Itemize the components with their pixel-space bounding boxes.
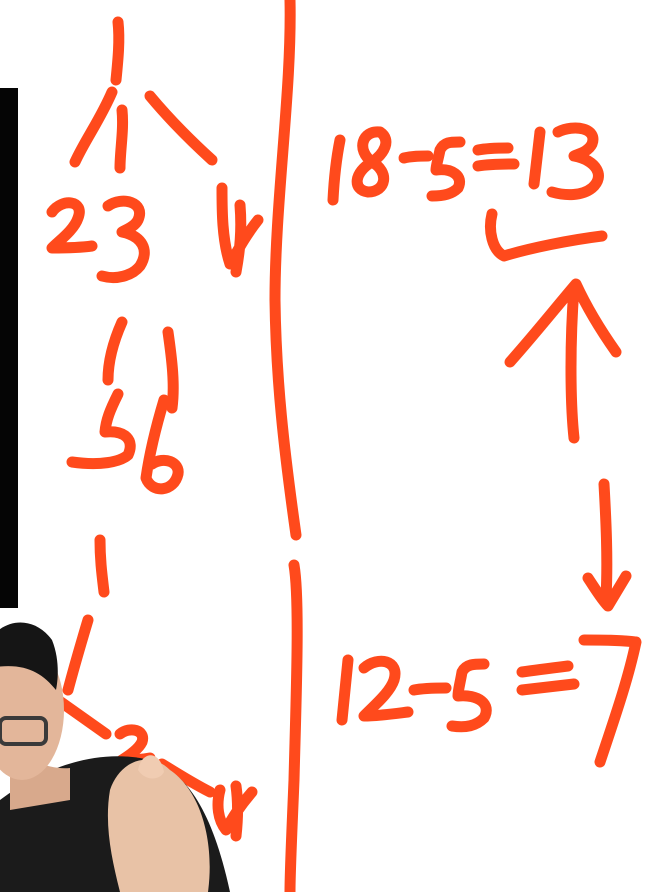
arrow-down (588, 484, 626, 606)
digit-4-side (222, 188, 258, 272)
teacher-hand (108, 760, 210, 892)
eq-bottom-equals (522, 666, 574, 690)
eq-top-3 (552, 128, 598, 195)
eq-top-1 (333, 140, 340, 200)
digit-5-row-2 (72, 394, 130, 464)
tree-branch-left (75, 92, 112, 162)
eq-top-1b (534, 132, 540, 184)
tree-branch-mid (120, 110, 123, 168)
eq-top-minus (404, 156, 428, 158)
eq-bottom-7 (584, 640, 636, 762)
eq-top-underline (491, 214, 603, 256)
tree2-left (108, 322, 122, 380)
person-video-icon (0, 623, 230, 892)
divider-line-bottom (290, 565, 297, 892)
eq-bottom-1 (342, 660, 348, 720)
eq-bottom-minus (414, 688, 446, 690)
arrow-up (510, 284, 616, 438)
digit-3-row-1 (102, 201, 144, 277)
tree-branch-right (150, 96, 212, 160)
eq-top-8 (357, 132, 386, 192)
tree2-right (168, 332, 173, 408)
eq-top-5 (432, 142, 460, 196)
tree3-stem (100, 540, 104, 592)
eq-bottom-5 (452, 664, 486, 727)
eq-top-equals (478, 148, 514, 166)
divider-line-top (275, 0, 296, 535)
tree-stem (116, 22, 119, 80)
eq-bottom-2 (364, 661, 408, 716)
digit-2-row-1 (52, 203, 92, 248)
webcam-overlay (0, 600, 260, 892)
